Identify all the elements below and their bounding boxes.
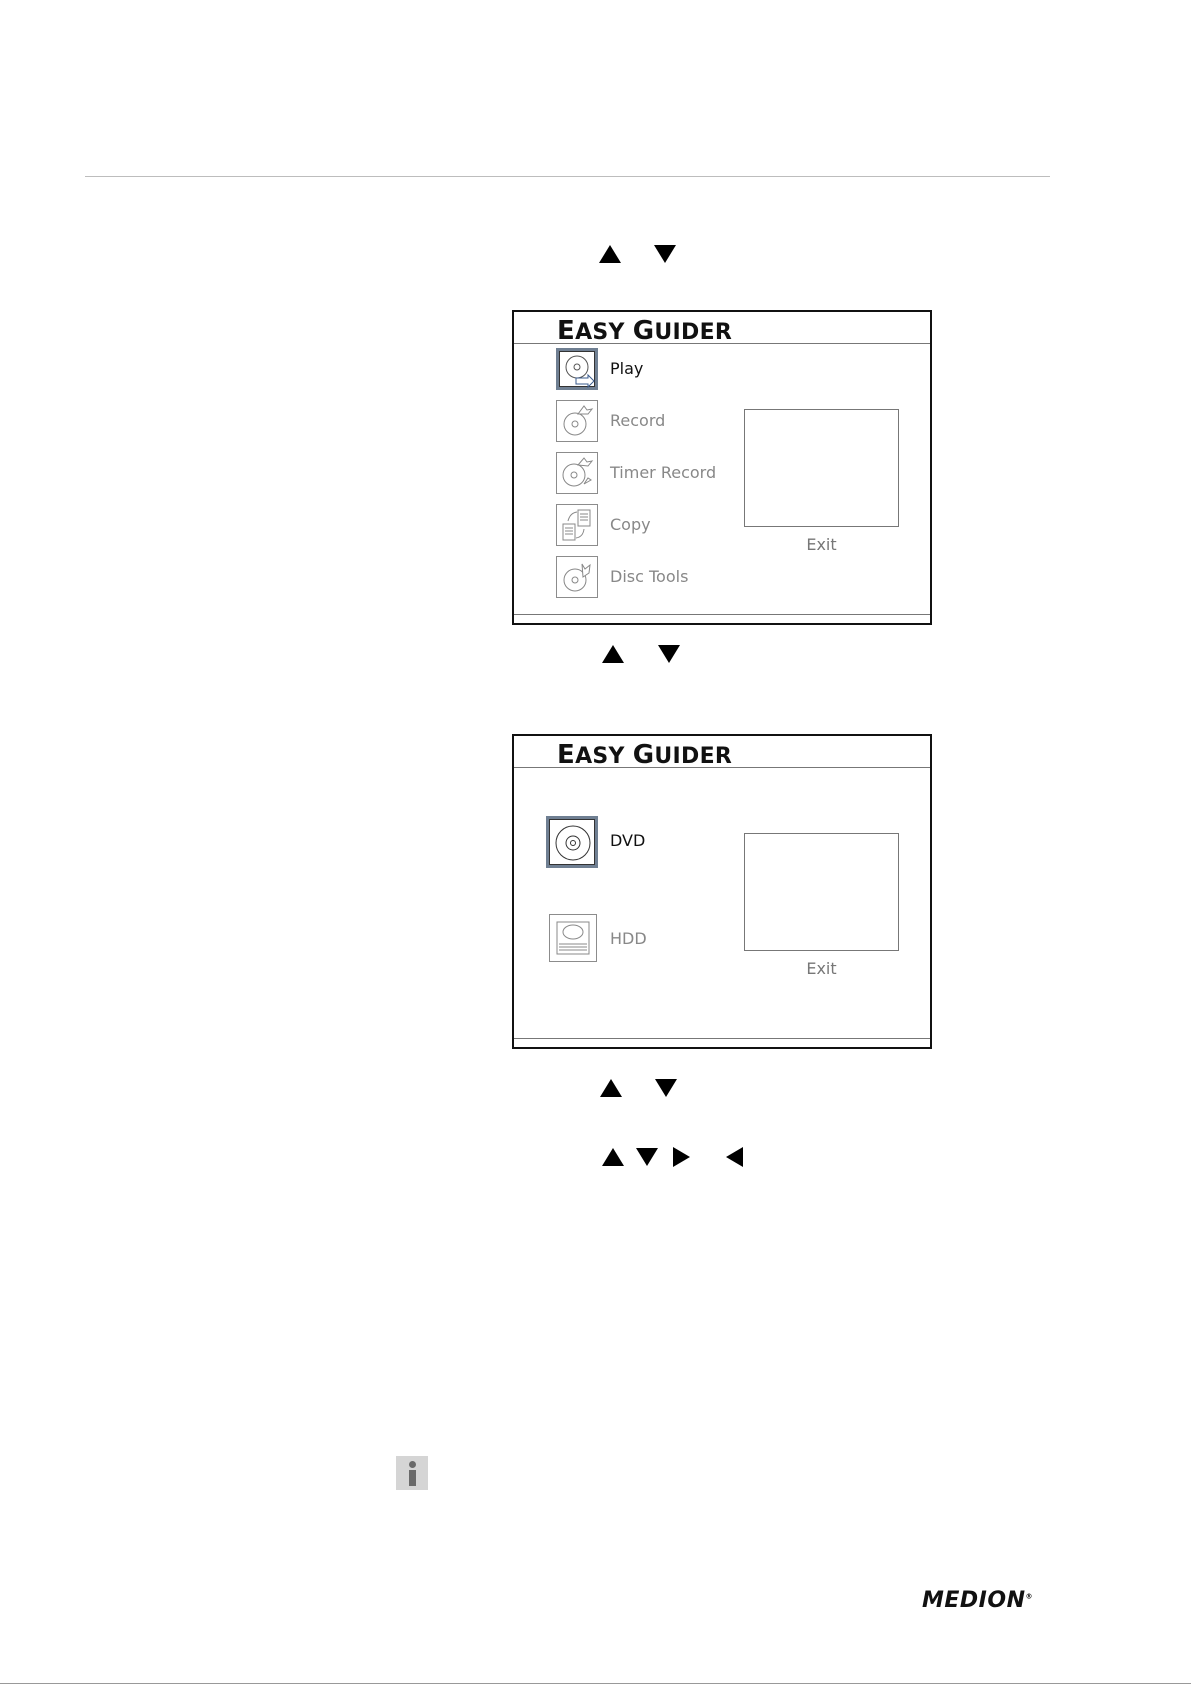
menu-item-play[interactable] xyxy=(556,348,756,392)
menu-item-disc-tools[interactable] xyxy=(556,556,756,600)
menu-item-label: Disc Tools xyxy=(610,567,689,586)
menu-item-record[interactable] xyxy=(556,400,756,444)
disc-play-icon xyxy=(556,348,598,390)
dvd-disc-icon xyxy=(546,816,598,868)
down-arrow-icon xyxy=(655,1079,677,1097)
disc-record-icon xyxy=(556,400,598,442)
info-icon xyxy=(396,1456,428,1490)
easy-guider-source-menu xyxy=(512,734,932,1049)
menu-item-dvd[interactable] xyxy=(546,816,766,860)
header-rule xyxy=(85,176,1050,177)
status-divider xyxy=(514,614,930,615)
title-divider xyxy=(514,343,930,344)
menu-item-label: Copy xyxy=(610,515,651,534)
menu-item-label: DVD xyxy=(610,831,646,850)
menu-item-copy[interactable] xyxy=(556,504,756,548)
easy-guider-main-menu xyxy=(512,310,932,625)
screen-title: EASY GUIDER xyxy=(557,740,733,770)
menu-item-label: Play xyxy=(610,359,644,378)
down-arrow-icon xyxy=(658,645,680,663)
status-divider xyxy=(514,1038,930,1039)
menu-item-label: Record xyxy=(610,411,666,430)
disc-timer-record-icon xyxy=(556,452,598,494)
exit-button[interactable]: Exit xyxy=(806,959,837,978)
up-arrow-icon xyxy=(599,245,621,263)
copy-documents-icon xyxy=(556,504,598,546)
menu-item-timer-record[interactable] xyxy=(556,452,756,496)
up-arrow-icon xyxy=(600,1079,622,1097)
down-arrow-icon xyxy=(654,245,676,263)
menu-item-hdd[interactable] xyxy=(549,914,769,958)
menu-item-label: HDD xyxy=(610,929,647,948)
up-arrow-icon xyxy=(602,1148,624,1166)
preview-window xyxy=(744,409,899,527)
right-arrow-icon xyxy=(673,1147,690,1167)
footer-rule xyxy=(0,1683,1191,1684)
up-arrow-icon xyxy=(602,645,624,663)
disc-tools-icon xyxy=(556,556,598,598)
exit-button[interactable]: Exit xyxy=(806,535,837,554)
screen-title: EASY GUIDER xyxy=(557,316,733,346)
preview-window xyxy=(744,833,899,951)
left-arrow-icon xyxy=(726,1147,743,1167)
hdd-drive-icon xyxy=(549,914,597,962)
menu-item-label: Timer Record xyxy=(610,463,717,482)
medion-logo: MEDION® xyxy=(922,1588,1033,1613)
title-divider xyxy=(514,767,930,768)
down-arrow-icon xyxy=(636,1148,658,1166)
